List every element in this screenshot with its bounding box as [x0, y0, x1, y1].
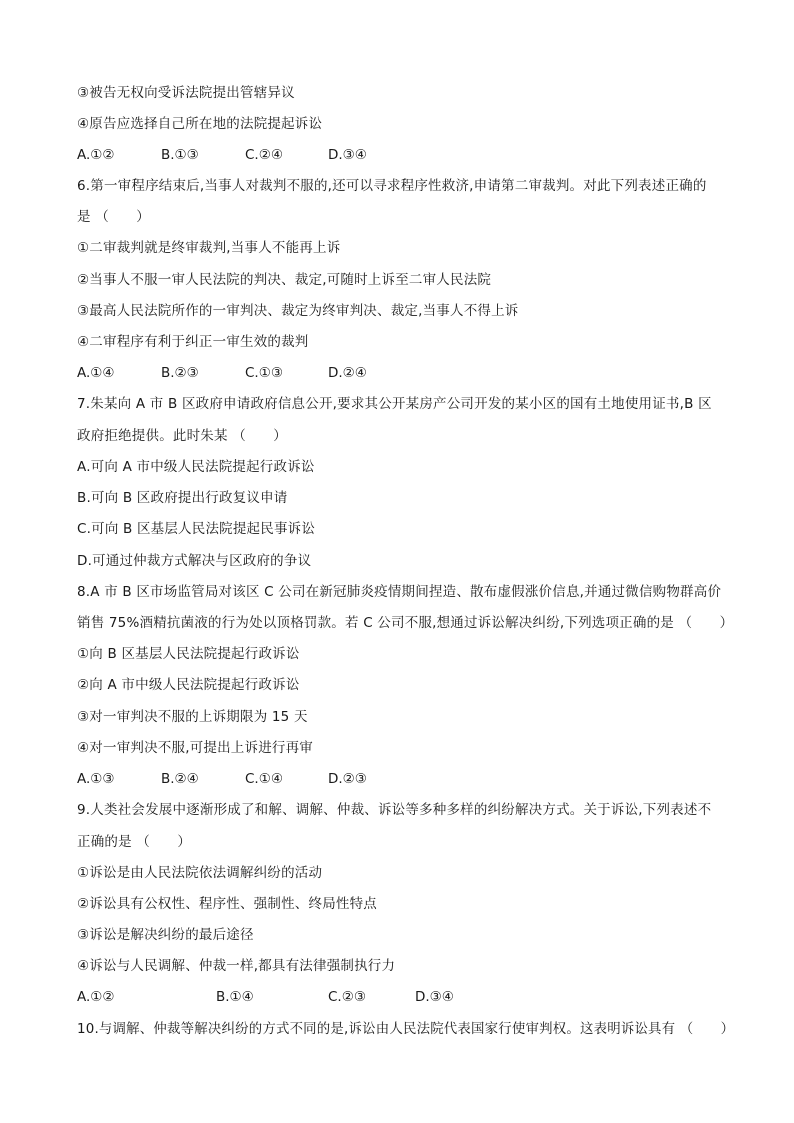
option-d: D.②④ [328, 365, 367, 381]
statement-line: ④诉讼与人民调解、仲裁一样,都具有法律强制执行力 [77, 958, 396, 974]
question-9-stem: 9.人类社会发展中逐渐形成了和解、调解、仲裁、诉讼等多种多样的纠纷解决方式。关于诉讼,下列表述不 [77, 802, 712, 818]
question-7-stem-cont: 政府拒绝提供。此时朱某 （ ） [77, 428, 287, 444]
statement-line: ③对一审判决不服的上诉期限为 15 天 [77, 709, 308, 725]
statement-line: ②向 A 市中级人民法院提起行政诉讼 [77, 677, 300, 693]
choice-line: D.可通过仲裁方式解决与区政府的争议 [77, 553, 312, 569]
option-a: A.①② [77, 147, 115, 163]
question-7-stem: 7.朱某向 A 市 B 区政府申请政府信息公开,要求其公开某房产公司开发的某小区的国有土地使用证书,B 区 [77, 396, 712, 412]
option-b: B.②③ [161, 365, 199, 381]
choice-line: B.可向 B 区政府提出行政复议申请 [77, 490, 288, 506]
option-c: C.①④ [245, 771, 283, 787]
option-d: D.③④ [415, 989, 454, 1005]
statement-line: ①二审裁判就是终审裁判,当事人不能再上诉 [77, 240, 341, 256]
statement-line: ①诉讼是由人民法院依法调解纠纷的活动 [77, 865, 323, 881]
statement-line: ④二审程序有利于纠正一审生效的裁判 [77, 334, 309, 350]
option-b: B.①③ [161, 147, 199, 163]
option-d: D.③④ [328, 147, 367, 163]
choice-line: A.可向 A 市中级人民法院提起行政诉讼 [77, 459, 315, 475]
statement-line: ②诉讼具有公权性、程序性、强制性、终局性特点 [77, 896, 378, 912]
statement-line: ④对一审判决不服,可提出上诉进行再审 [77, 740, 313, 756]
question-10-stem: 10.与调解、仲裁等解决纠纷的方式不同的是,诉讼由人民法院代表国家行使审判权。这表明诉讼具有 （ ） [77, 1021, 735, 1037]
statement-line: ④原告应选择自己所在地的法院提起诉讼 [77, 116, 323, 132]
question-8-stem: 8.A 市 B 区市场监管局对该区 C 公司在新冠肺炎疫情期间捏造、散布虚假涨价信息,并通过微信购物群高价 [77, 584, 722, 600]
option-a: A.①③ [77, 771, 115, 787]
option-c: C.①③ [245, 365, 283, 381]
option-b: B.①④ [216, 989, 254, 1005]
option-d: D.②③ [328, 771, 367, 787]
option-b: B.②④ [161, 771, 199, 787]
option-c: C.②③ [328, 989, 366, 1005]
option-a: A.①② [77, 989, 115, 1005]
option-a: A.①④ [77, 365, 115, 381]
statement-line: ③被告无权向受诉法院提出管辖异议 [77, 85, 295, 101]
statement-line: ③最高人民法院所作的一审判决、裁定为终审判决、裁定,当事人不得上诉 [77, 303, 519, 319]
statement-line: ①向 B 区基层人民法院提起行政诉讼 [77, 646, 300, 662]
choice-line: C.可向 B 区基层人民法院提起民事诉讼 [77, 521, 316, 537]
question-6-stem: 6.第一审程序结束后,当事人对裁判不服的,还可以寻求程序性救济,申请第二审裁判。对此下列表述正确的 [77, 178, 707, 194]
option-c: C.②④ [245, 147, 283, 163]
statement-line: ②当事人不服一审人民法院的判决、裁定,可随时上诉至二审人民法院 [77, 272, 492, 288]
question-9-stem-cont: 正确的是 （ ） [77, 834, 192, 850]
question-8-stem-cont: 销售 75%酒精抗菌液的行为处以顶格罚款。若 C 公司不服,想通过诉讼解决纠纷,下列选项正确的是 （ ） [77, 615, 734, 631]
statement-line: ③诉讼是解决纠纷的最后途径 [77, 927, 254, 943]
question-6-stem-cont: 是 （ ） [77, 209, 150, 225]
